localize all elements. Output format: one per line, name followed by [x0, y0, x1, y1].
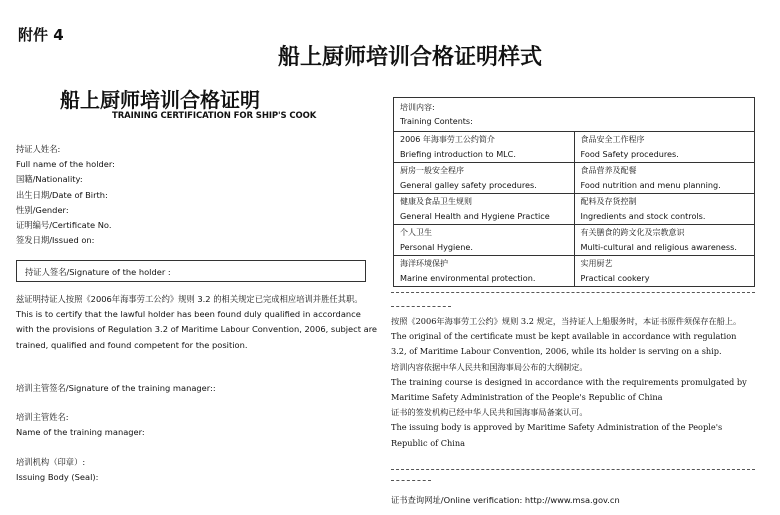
table-cell: 配料及存货控制 Ingredients and stock controls. [574, 194, 754, 225]
notes-section [391, 314, 753, 451]
table-cell: 食品营养及配餐 Food nutrition and menu planning. [574, 163, 754, 194]
issuing-body-cn: 培训机构（印章）: [16, 457, 86, 467]
manager-signature: 培训主管签名/Signature of the training manager:: [16, 383, 216, 393]
field-nationality: 国籍/Nationality: [16, 174, 83, 185]
table-row [394, 194, 754, 225]
field-issued-on: 签发日期/Issued on: [16, 235, 95, 246]
statement-cn: 兹证明持证人按照《2006年海事劳工公约》规则 3.2 的相关规定已完成相应培训并胜任其职。 [16, 294, 363, 304]
table-cell: 有关膳食的跨文化及宗教意识 Multi-cultural and religious awareness. [574, 225, 754, 256]
manager-name-cn: 培训主管姓名: [16, 412, 69, 422]
table-row [394, 163, 754, 194]
field-date-of-birth: 出生日期/Date of Birth: [16, 189, 108, 200]
note-course-cn: 培训内容依据中华人民共和国海事局公布的大纲制定。 [391, 361, 588, 372]
field-certificate-no: 证明编号/Certificate No. [16, 220, 112, 231]
holder-fields [16, 142, 115, 248]
page-title: 船上厨师培训合格证明样式 [277, 45, 542, 70]
divider [391, 480, 431, 481]
divider [391, 292, 755, 293]
note-keep-cn: 按照《2006年海事劳工公约》规则 3.2 规定，当持证人上船服务时，本证书原件须保存在船上。 [391, 316, 742, 326]
note-issuer-en: The issuing body is approved by Maritime Safety Administration of the People's Republic of China [391, 422, 723, 448]
certificate-subtitle: TRAINING CERTIFICATION FOR SHIP'S COOK [112, 111, 317, 121]
table-cell: 个人卫生 Personal Hygiene. [394, 225, 574, 256]
table-cell: 海洋环境保护 Marine environmental protection. [394, 256, 574, 287]
table-row [394, 132, 754, 163]
certification-statement [16, 292, 378, 353]
divider [391, 306, 451, 307]
manager-name-en: Name of the training manager: [16, 427, 145, 437]
table-row [394, 256, 754, 287]
training-header [394, 98, 754, 132]
note-course-en: The training course is designed in accordance with the requirements promulgated by Maritime Safety Administration of the People's Republic of China [391, 376, 747, 403]
online-verification-link[interactable]: 证书查询网址/Online verification: http://www.msa.gov.cn [391, 495, 620, 505]
certificate-title: 船上厨师培训合格证明 [60, 88, 260, 112]
field-holder-name-cn: 持证人姓名: [16, 144, 61, 154]
training-header-en: Training Contents: [400, 117, 473, 126]
field-gender: 性别/Gender: [16, 204, 69, 215]
training-header-cn: 培训内容: [400, 103, 435, 112]
note-keep-en: The original of the certificate must be kept available in accordance with regulation 3.2, of Maritime Labour Convention, 2006, while its holder is serving on a ship. [391, 331, 737, 357]
divider [391, 469, 755, 470]
table-cell: 健康及食品卫生规则 General Health and Hygiene Practice [394, 194, 574, 225]
table-cell: 实用厨艺 Practical cookery [574, 256, 754, 287]
note-issuer-cn: 证书的签发机构已经中华人民共和国海事局备案认可。 [391, 407, 588, 418]
table-row [394, 225, 754, 256]
table-cell: 厨房一般安全程序 General galley safety procedures. [394, 163, 574, 194]
field-holder-name-en: Full name of the holder: [16, 159, 115, 170]
table-cell: 2006 年海事劳工公约简介 Briefing introduction to MLC. [400, 135, 516, 159]
holder-signature-box: 持证人签名/Signature of the holder : [16, 260, 366, 282]
attachment-label: 附件 4 [18, 26, 64, 44]
statement-en: This is to certify that the lawful holder has been found duly qualified in accordance with the provisions of Regulation 3.2 of Maritime Labour Convention, 2006, subject are trained, qualified and found competent for the position. [16, 309, 378, 350]
table-cell: 食品安全工作程序 Food Safety procedures. [574, 132, 754, 163]
training-contents-table [393, 97, 755, 287]
issuing-body-en: Issuing Body (Seal): [16, 472, 99, 482]
